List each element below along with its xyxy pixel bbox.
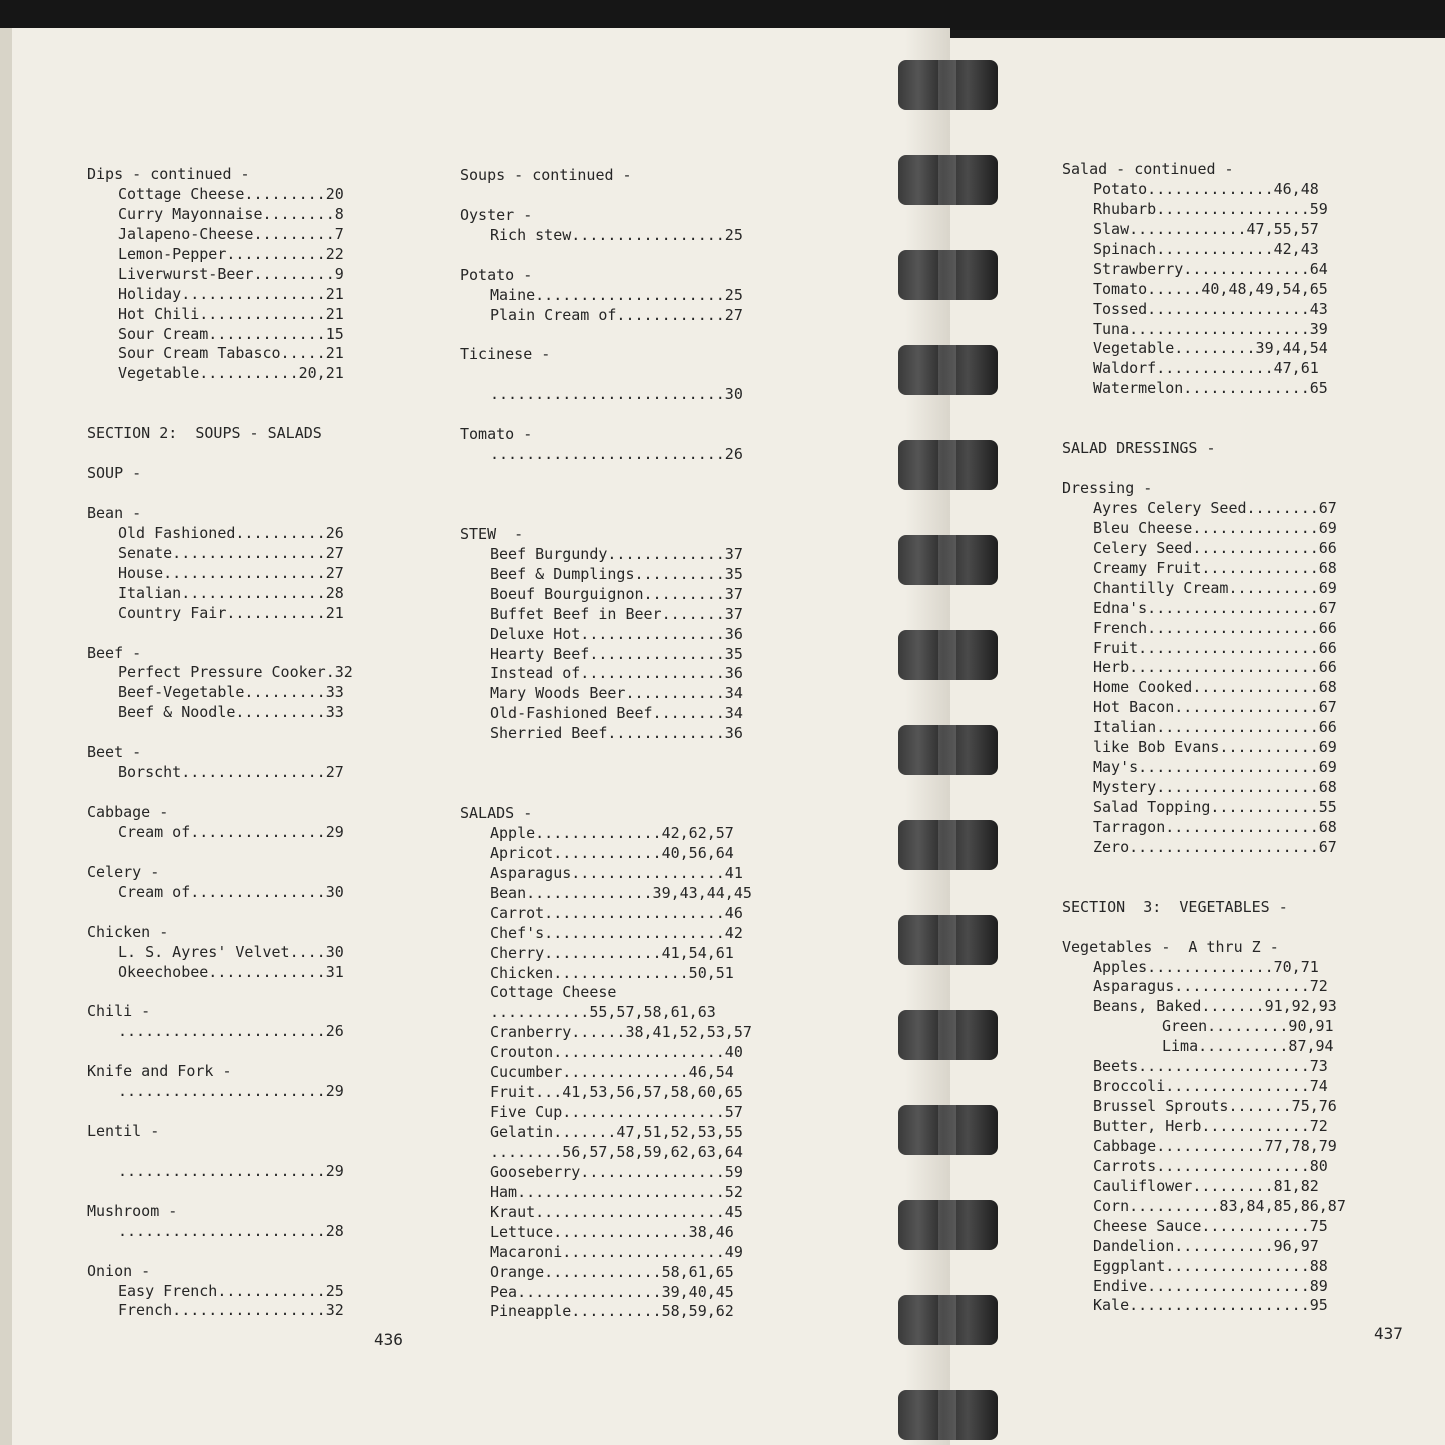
index-entry: Crouton...................40 xyxy=(490,1043,743,1062)
index-column-salads-vegetables xyxy=(1062,160,1382,1316)
index-heading: Soups - continued - xyxy=(460,166,632,184)
index-entry xyxy=(87,843,387,863)
index-entry: Herb.....................66 xyxy=(1093,658,1337,677)
index-entry: Bleu Cheese..............69 xyxy=(1093,518,1337,537)
index-entry: Watermelon..............65 xyxy=(1093,379,1328,398)
binding-ring xyxy=(898,630,998,680)
index-entry: French.................32 xyxy=(118,1301,344,1320)
index-entry: Okeechobee.............31 xyxy=(118,962,344,981)
index-heading: Bean - xyxy=(87,503,142,522)
index-entry: Bean..............39,43,44,45 xyxy=(490,883,752,902)
index-entry xyxy=(1062,399,1382,419)
index-heading: Chicken - xyxy=(87,922,169,941)
index-entry: Tuna....................39 xyxy=(1093,319,1328,338)
index-entry: Waldorf.............47,61 xyxy=(1093,359,1319,378)
index-entry: Sherried Beef.............36 xyxy=(490,724,743,743)
index-entry: Apple..............42,62,57 xyxy=(490,823,734,842)
index-heading: Tomato - xyxy=(460,425,533,444)
index-entry: Broccoli................74 xyxy=(1093,1077,1328,1096)
index-entry: Liverwurst-Beer.........9 xyxy=(118,264,344,283)
binding-ring xyxy=(898,1010,998,1060)
index-entry: Chantilly Cream..........69 xyxy=(1093,578,1337,597)
index-heading: Beef - xyxy=(87,643,142,662)
index-entry xyxy=(87,444,387,464)
index-entry: Plain Cream of............27 xyxy=(490,305,743,324)
index-entry: House..................27 xyxy=(118,563,344,582)
index-entry: Asparagus...............72 xyxy=(1093,977,1328,996)
index-entry xyxy=(460,465,790,485)
index-entry: Brussel Sprouts.......75,76 xyxy=(1093,1097,1337,1116)
index-entry: Italian..................66 xyxy=(1093,718,1337,737)
index-entry xyxy=(87,982,387,1002)
index-entry: Salad Topping............55 xyxy=(1093,798,1337,816)
index-entry: Green.........90,91 xyxy=(1162,1017,1334,1036)
index-entry xyxy=(1062,858,1382,878)
index-heading: Ticinese - xyxy=(460,345,551,364)
index-entry: Borscht................27 xyxy=(118,763,344,782)
index-entry xyxy=(87,1042,387,1062)
index-entry xyxy=(1062,918,1382,938)
page-edge xyxy=(0,28,12,1445)
index-entry: Cherry.............41,54,61 xyxy=(490,943,734,962)
index-entry: Hot Bacon................67 xyxy=(1093,698,1337,717)
index-entry: .......................29 xyxy=(118,1161,344,1180)
index-entry xyxy=(460,764,790,784)
index-entry: Corn..........83,84,85,86,87 xyxy=(1093,1196,1346,1215)
binding-ring xyxy=(898,440,998,490)
index-entry: .......................29 xyxy=(118,1082,344,1101)
binding-ring xyxy=(898,345,998,395)
binding-ring xyxy=(898,60,998,110)
index-entry: Beef Burgundy.............37 xyxy=(490,544,743,563)
index-entry: Hot Chili..............21 xyxy=(118,304,344,323)
binding-ring xyxy=(898,1200,998,1250)
binding-ring xyxy=(898,820,998,870)
index-entry: Jalapeno-Cheese.........7 xyxy=(118,224,344,243)
index-heading: Lentil - xyxy=(87,1122,160,1140)
index-entry: Zero.....................67 xyxy=(1093,837,1337,856)
index-entry xyxy=(460,744,790,764)
index-entry: Ayres Celery Seed........67 xyxy=(1093,498,1337,517)
index-entry: Orange.............58,61,65 xyxy=(490,1262,734,1281)
index-entry: Rhubarb.................59 xyxy=(1093,199,1328,218)
index-entry: Mary Woods Beer...........34 xyxy=(490,684,743,703)
index-entry: Holiday................21 xyxy=(118,284,344,303)
index-heading: Chili - xyxy=(87,1002,151,1021)
index-heading: Oyster - xyxy=(460,205,533,224)
index-entry xyxy=(87,1142,387,1162)
index-entry: Eggplant................88 xyxy=(1093,1256,1328,1275)
index-entry: Fruit....................66 xyxy=(1093,638,1337,657)
index-entry: Easy French............25 xyxy=(118,1281,344,1300)
index-entry: Boeuf Bourguignon.........37 xyxy=(490,584,743,603)
index-entry: Cranberry......38,41,52,53,57 xyxy=(490,1023,752,1042)
index-entry: Beets...................73 xyxy=(1093,1057,1328,1076)
index-entry: ..........................26 xyxy=(490,445,743,464)
index-entry: Potato..............46,48 xyxy=(1093,179,1319,198)
index-heading: Vegetables - A thru Z - xyxy=(1062,937,1279,956)
index-heading: SALAD DRESSINGS - xyxy=(1062,439,1216,458)
index-entry: Country Fair...........21 xyxy=(118,603,344,622)
index-entry: Creamy Fruit.............68 xyxy=(1093,558,1337,577)
index-entry xyxy=(87,1242,387,1262)
index-entry xyxy=(1062,459,1382,479)
index-entry: Beef & Dumplings..........35 xyxy=(490,564,743,583)
index-entry xyxy=(460,505,790,525)
index-entry: Senate.................27 xyxy=(118,543,344,562)
index-entry: Edna's...................67 xyxy=(1093,598,1337,617)
index-entry xyxy=(460,405,790,425)
index-entry: Vegetable.........39,44,54 xyxy=(1093,339,1328,358)
index-entry: Home Cooked..............68 xyxy=(1093,678,1337,697)
index-entry: Tarragon.................68 xyxy=(1093,817,1337,836)
index-entry xyxy=(460,365,790,385)
index-entry: Dandelion...........96,97 xyxy=(1093,1236,1319,1255)
index-heading: Mushroom - xyxy=(87,1201,178,1220)
binding-ring xyxy=(898,1105,998,1155)
index-entry xyxy=(87,723,387,743)
binding-ring xyxy=(898,915,998,965)
index-entry: Kale....................95 xyxy=(1093,1296,1328,1315)
index-entry: May's....................69 xyxy=(1093,758,1337,777)
index-entry: Strawberry..............64 xyxy=(1093,259,1328,278)
index-entry xyxy=(87,1182,387,1202)
index-entry xyxy=(1062,878,1382,898)
index-entry: Cream of...............30 xyxy=(118,882,344,901)
index-entry: Tossed..................43 xyxy=(1093,299,1328,318)
index-entry: Cottage Cheese xyxy=(490,983,617,1002)
index-entry xyxy=(87,1102,387,1122)
index-entry: Rich stew.................25 xyxy=(490,225,743,244)
background-top xyxy=(0,0,1445,30)
index-heading: Salad - continued - xyxy=(1062,160,1234,178)
index-entry: Maine.....................25 xyxy=(490,285,743,304)
index-entry: Instead of................36 xyxy=(490,664,743,683)
index-entry: Ham.......................52 xyxy=(490,1182,743,1201)
index-entry: .......................26 xyxy=(118,1022,344,1041)
index-entry: Old Fashioned..........26 xyxy=(118,523,344,542)
index-entry: Mystery..................68 xyxy=(1093,778,1337,797)
index-entry: Butter, Herb............72 xyxy=(1093,1117,1328,1135)
index-entry xyxy=(87,384,387,404)
index-heading: Cabbage - xyxy=(87,803,169,821)
index-entry: ...........55,57,58,61,63 xyxy=(490,1003,716,1022)
index-heading: SECTION 2: SOUPS - SALADS xyxy=(87,424,322,443)
index-column-soups-salads xyxy=(460,166,790,1322)
index-entry xyxy=(460,326,790,346)
index-entry: Cheese Sauce............75 xyxy=(1093,1216,1328,1235)
index-entry xyxy=(1062,419,1382,439)
index-entry: Celery Seed..............66 xyxy=(1093,538,1337,557)
index-entry: Cream of...............29 xyxy=(118,822,344,841)
spiral-binding xyxy=(898,0,1000,1445)
index-entry: Beef & Noodle..........33 xyxy=(118,703,344,722)
binding-ring xyxy=(898,1295,998,1345)
index-entry: Tomato......40,48,49,54,65 xyxy=(1093,279,1328,298)
index-entry: Macaroni..................49 xyxy=(490,1242,743,1261)
page-number-left: 436 xyxy=(374,1330,403,1349)
index-entry: French...................66 xyxy=(1093,618,1337,637)
index-entry xyxy=(87,404,387,424)
index-entry xyxy=(460,186,790,206)
index-entry: .......................28 xyxy=(118,1221,344,1240)
index-entry: Apricot............40,56,64 xyxy=(490,843,734,862)
binding-ring xyxy=(898,155,998,205)
index-entry xyxy=(87,783,387,803)
index-entry: Chef's....................42 xyxy=(490,923,743,942)
index-entry: Old-Fashioned Beef........34 xyxy=(490,704,743,723)
index-entry: Cabbage............77,78,79 xyxy=(1093,1136,1337,1155)
index-entry xyxy=(460,246,790,266)
index-entry: Sour Cream Tabasco.....21 xyxy=(118,344,344,363)
index-entry: Spinach.............42,43 xyxy=(1093,239,1319,258)
index-entry: Pea................39,40,45 xyxy=(490,1282,734,1301)
index-entry xyxy=(87,484,387,504)
index-column-dips-soups xyxy=(87,165,387,1321)
index-entry: Carrots.................80 xyxy=(1093,1156,1328,1175)
index-heading: Dips - continued - xyxy=(87,165,250,183)
index-entry: Asparagus.................41 xyxy=(490,863,743,882)
index-entry: Vegetable...........20,21 xyxy=(118,364,344,383)
index-entry: ..........................30 xyxy=(490,385,743,404)
index-entry: Endive..................89 xyxy=(1093,1276,1328,1295)
index-entry xyxy=(460,485,790,505)
index-entry: Cucumber..............46,54 xyxy=(490,1063,734,1082)
index-entry: ........56,57,58,59,62,63,64 xyxy=(490,1142,743,1161)
index-entry: Chicken...............50,51 xyxy=(490,963,734,982)
index-entry xyxy=(87,624,387,644)
index-heading: STEW - xyxy=(460,524,524,543)
index-entry: Perfect Pressure Cooker.32 xyxy=(118,663,353,682)
index-entry: Deluxe Hot................36 xyxy=(490,624,743,643)
index-entry: Lemon-Pepper...........22 xyxy=(118,244,344,263)
binding-ring xyxy=(898,1390,998,1440)
index-entry: Pineapple..........58,59,62 xyxy=(490,1302,734,1321)
index-heading: Potato - xyxy=(460,265,533,284)
index-entry: Five Cup..................57 xyxy=(490,1103,743,1122)
index-entry: Cottage Cheese.........20 xyxy=(118,184,344,203)
index-entry: Cauliflower.........81,82 xyxy=(1093,1176,1319,1195)
index-entry: Curry Mayonnaise........8 xyxy=(118,204,344,223)
index-entry: Buffet Beef in Beer.......37 xyxy=(490,604,743,623)
index-entry: Hearty Beef...............35 xyxy=(490,644,743,663)
index-heading: Onion - xyxy=(87,1261,151,1280)
index-heading: Celery - xyxy=(87,862,160,881)
index-entry xyxy=(87,903,387,923)
index-entry: L. S. Ayres' Velvet....30 xyxy=(118,942,344,961)
binding-ring xyxy=(898,250,998,300)
index-heading: Knife and Fork - xyxy=(87,1062,232,1081)
index-entry: Lettuce...............38,46 xyxy=(490,1222,734,1241)
index-entry: Sour Cream.............15 xyxy=(118,324,344,343)
index-heading: SOUP - xyxy=(87,464,142,483)
page-number-right: 437 xyxy=(1374,1324,1403,1343)
index-entry: like Bob Evans...........69 xyxy=(1093,738,1337,757)
index-entry: Fruit...41,53,56,57,58,60,65 xyxy=(490,1083,743,1102)
binding-ring xyxy=(898,535,998,585)
index-entry: Slaw.............47,55,57 xyxy=(1093,219,1319,238)
index-heading: SALADS - xyxy=(460,804,533,822)
index-entry: Apples..............70,71 xyxy=(1093,957,1319,976)
index-entry: Kraut.....................45 xyxy=(490,1202,743,1221)
index-heading: Beet - xyxy=(87,743,142,762)
index-heading: SECTION 3: VEGETABLES - xyxy=(1062,897,1288,916)
index-entry: Italian................28 xyxy=(118,583,344,602)
index-entry: Gelatin.......47,51,52,53,55 xyxy=(490,1123,743,1141)
index-entry xyxy=(460,784,790,804)
index-entry: Beef-Vegetable.........33 xyxy=(118,683,344,702)
index-heading: Dressing - xyxy=(1062,479,1153,497)
index-entry: Beans, Baked.......91,92,93 xyxy=(1093,997,1337,1016)
index-entry: Lima..........87,94 xyxy=(1162,1037,1334,1056)
index-entry: Gooseberry................59 xyxy=(490,1162,743,1181)
binding-ring xyxy=(898,725,998,775)
index-entry: Carrot....................46 xyxy=(490,903,743,922)
